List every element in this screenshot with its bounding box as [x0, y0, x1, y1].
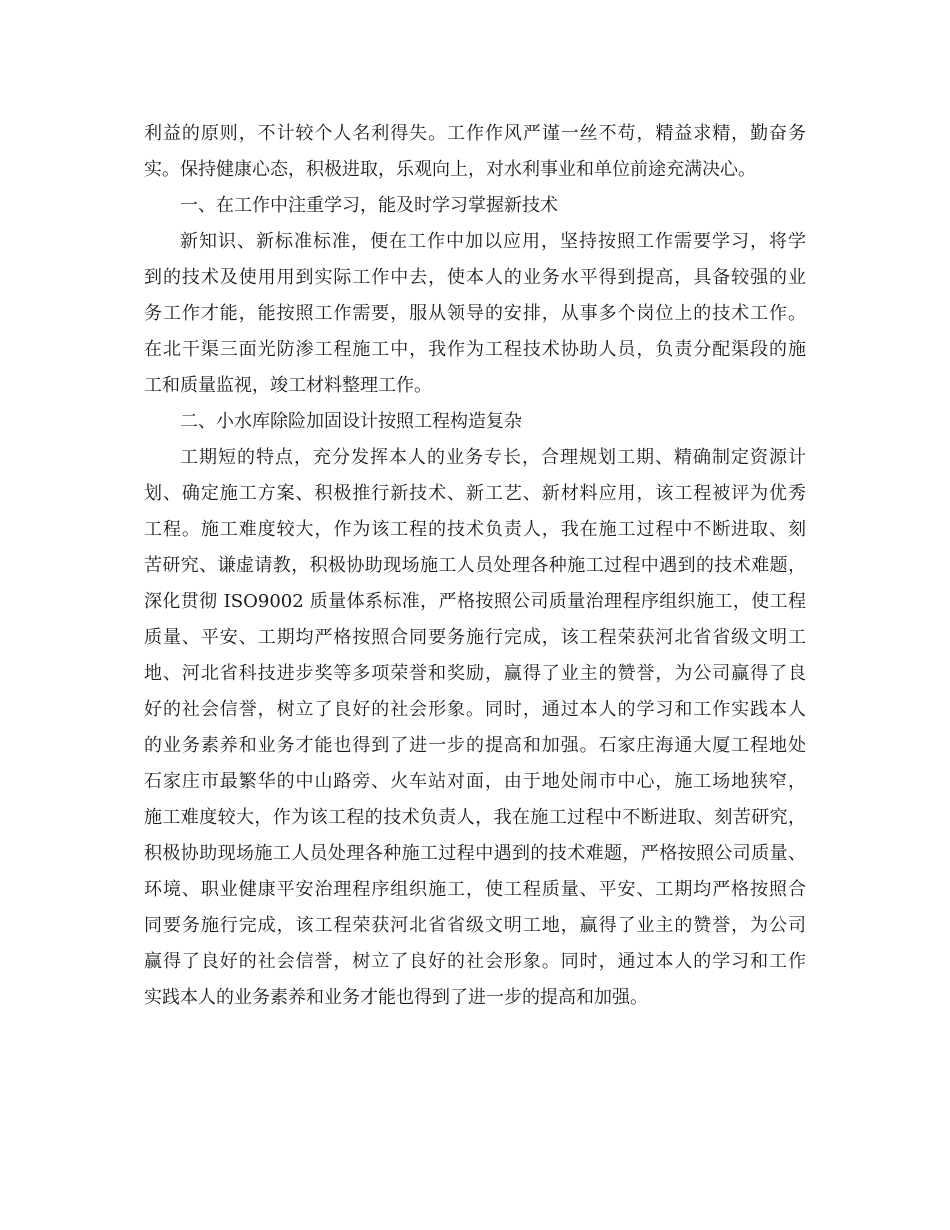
- text-line: 赢得了良好的社会信誉，树立了良好的社会形象。同时，通过本人的学习和工作: [144, 951, 806, 972]
- text-line: 划、确定施工方案、积极推行新技术、新工艺、新材料应用，该工程被评为优秀: [144, 483, 806, 504]
- text-line: 新知识、新标准标准，便在工作中加以应用，坚持按照工作需要学习，将学: [180, 231, 806, 252]
- text-line: 苦研究、谦虚请教，积极协助现场施工人员处理各种施工过程中遇到的技术难题，: [144, 555, 806, 576]
- text-line: 环境、职业健康平安治理程序组织施工，使工程质量、平安、工期均严格按照合: [144, 879, 806, 900]
- text-line: 同要务施行完成，该工程荣获河北省省级文明工地，赢得了业主的赞誉，为公司: [144, 915, 806, 936]
- text-line: 实践本人的业务素养和业务才能也得到了进一步的提高和加强。: [144, 987, 648, 1008]
- text-line: 积极协助现场施工人员处理各种施工过程中遇到的技术难题，严格按照公司质量、: [144, 843, 806, 864]
- text-line: 质量、平安、工期均严格按照合同要务施行完成，该工程荣获河北省省级文明工: [144, 627, 806, 648]
- text-line: 好的社会信誉，树立了良好的社会形象。同时，通过本人的学习和工作实践本人: [144, 699, 806, 720]
- text-line: 的业务素养和业务才能也得到了进一步的提高和加强。石家庄海通大厦工程地处: [144, 735, 806, 756]
- text-line: 工和质量监视，竣工材料整理工作。: [144, 375, 432, 396]
- text-line: 工期短的特点，充分发挥本人的业务专长，合理规划工期、精确制定资源计: [180, 447, 806, 468]
- text-line: 在北干渠三面光防渗工程施工中，我作为工程技术协助人员，负责分配渠段的施: [144, 339, 806, 360]
- text-line: 施工难度较大，作为该工程的技术负责人，我在施工过程中不断进取、刻苦研究，: [144, 807, 806, 828]
- text-line: 务工作才能，能按照工作需要，服从领导的安排，从事多个岗位上的技术工作。: [144, 303, 806, 324]
- document-body: [144, 116, 806, 1016]
- section-heading: 一、在工作中注重学习，能及时学习掌握新技术: [180, 195, 558, 216]
- text-line: 利益的原则，不计较个人名利得失。工作作风严谨一丝不苟，精益求精，勤奋务: [144, 123, 806, 144]
- text-line: 到的技术及使用用到实际工作中去，使本人的业务水平得到提高，具备较强的业: [144, 267, 806, 288]
- section-heading: 二、小水库除险加固设计按照工程构造复杂: [180, 411, 522, 432]
- text-line: 工程。施工难度较大，作为该工程的技术负责人，我在施工过程中不断进取、刻: [144, 519, 806, 540]
- text-line: 实。保持健康心态，积极进取，乐观向上，对水利事业和单位前途充满决心。: [144, 159, 756, 180]
- text-line: 深化贯彻 ISO9002 质量体系标准，严格按照公司质量治理程序组织施工，使工程: [144, 591, 806, 612]
- text-line: 石家庄市最繁华的中山路旁、火车站对面，由于地处闹市中心，施工场地狭窄，: [144, 771, 806, 792]
- text-line: 地、河北省科技进步奖等多项荣誉和奖励，赢得了业主的赞誉，为公司赢得了良: [144, 663, 806, 684]
